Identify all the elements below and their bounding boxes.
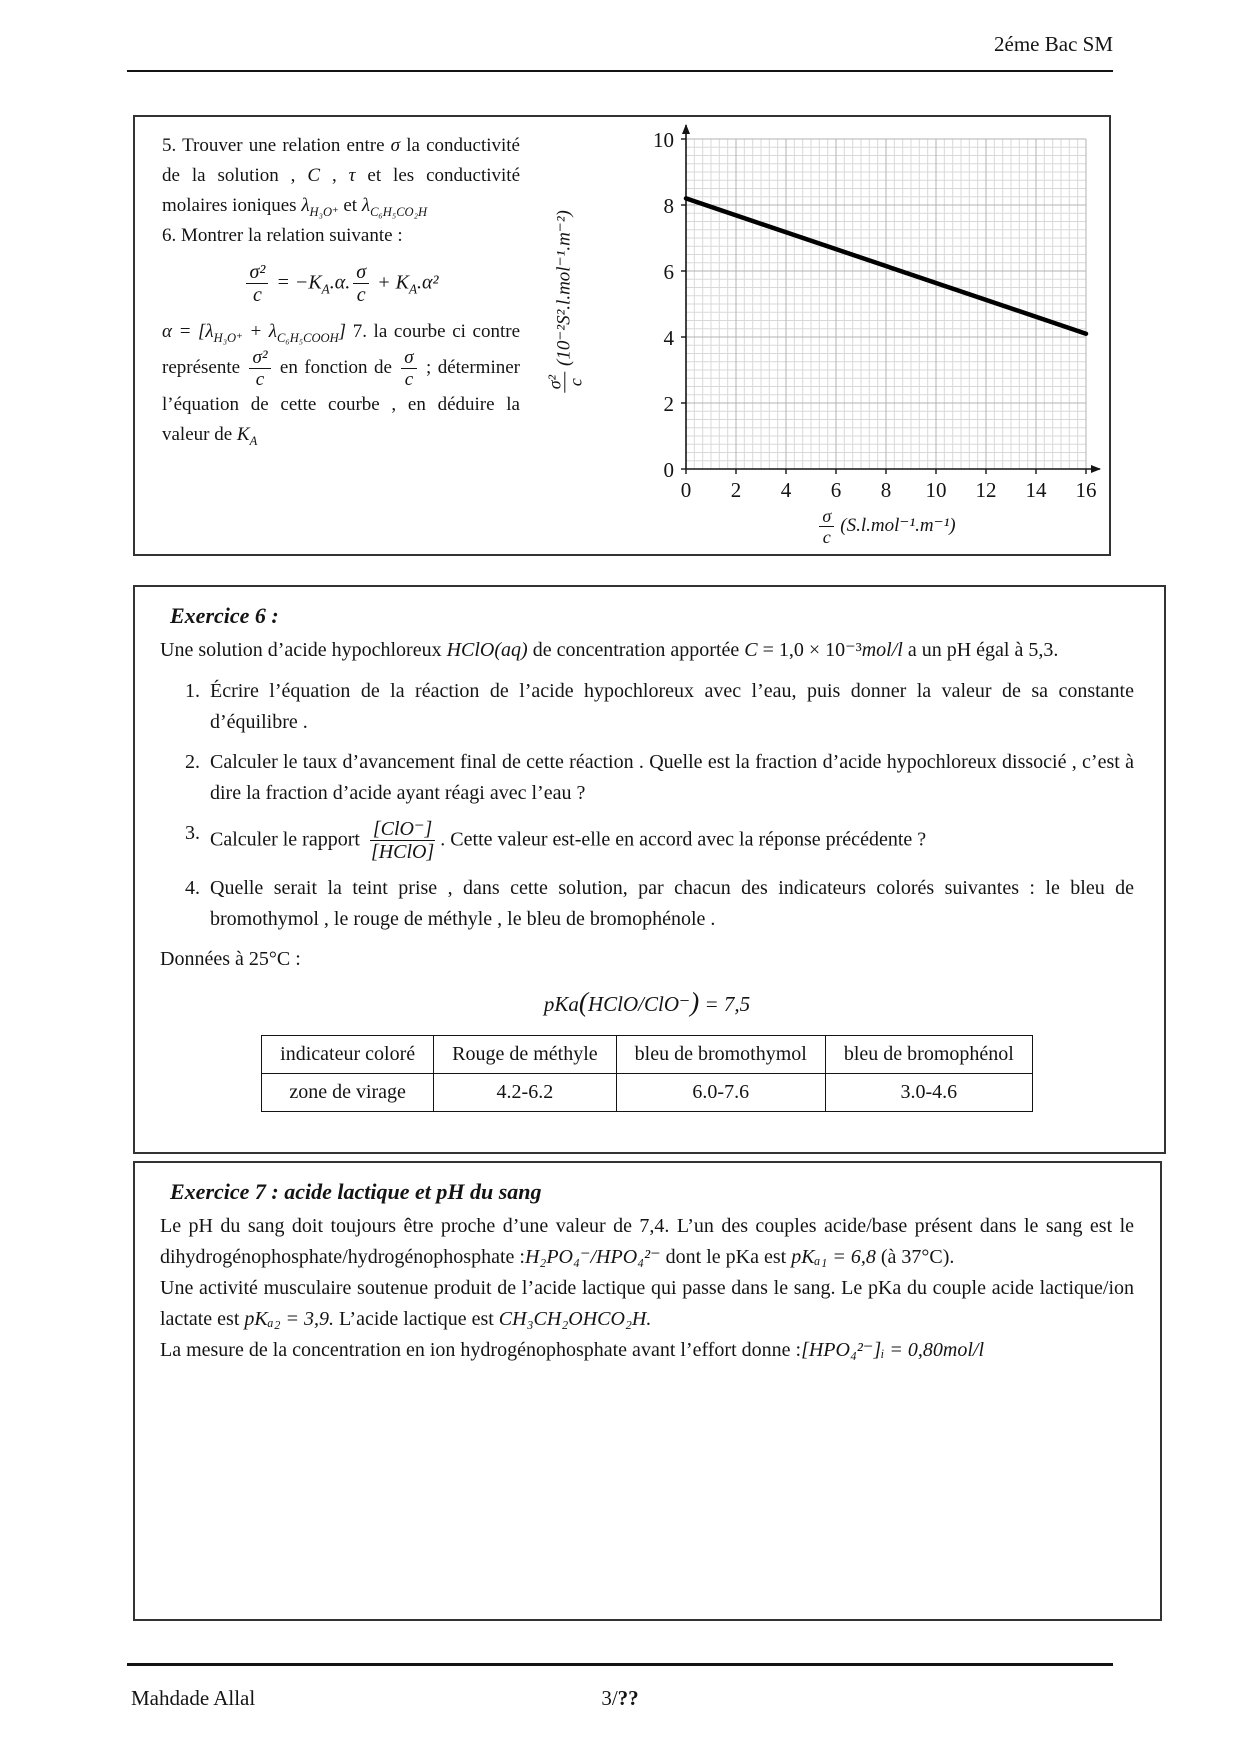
fraction-denominator: c — [404, 369, 414, 391]
svg-text:8: 8 — [880, 478, 892, 502]
text-run: L’acide lactique est — [334, 1308, 499, 1330]
svg-text:4: 4 — [663, 326, 674, 350]
list-item-number: 2. — [185, 751, 200, 773]
math-sigma: σ — [390, 135, 401, 156]
item-5-paragraph — [162, 131, 520, 221]
fraction-numerator: σ — [353, 261, 369, 284]
table-cell: 3.0-4.6 — [825, 1074, 1032, 1112]
header-rule — [127, 70, 1113, 72]
svg-text:6: 6 — [663, 260, 674, 284]
list-item-text — [210, 818, 1134, 864]
math-lambda: λ — [361, 195, 371, 217]
math-unit: mol/l — [861, 639, 903, 661]
exercise-7-paragraph-2 — [160, 1273, 1134, 1335]
math-pka1: pKₐ₁ = 6,8 — [791, 1246, 876, 1268]
math-subscript: H₃O⁺ — [309, 204, 339, 219]
math-subscript: C₆H₅COOH — [277, 330, 339, 345]
list-item-text: Quelle serait la teint prise , dans cette solution, par chacun des indicateurs colorés suivantes : le bleu de bromothymol , le rouge de méthyle , le bleu de bromophénole . — [210, 876, 1134, 930]
math-phosphate-couple: H₂PO₄⁻/HPO₄²⁻ — [524, 1246, 661, 1268]
math-subscript: A — [321, 281, 330, 297]
table-cell: 6.0-7.6 — [616, 1074, 825, 1112]
svg-text:6: 6 — [830, 478, 842, 502]
text-run: Le pH du sang doit toujours être proche d’une valeur de 7,4. L’un des couples acide/base présent dans le sang est le dihydrogénophosphate/hydrogénophosphate : — [160, 1215, 1134, 1268]
text-run: 7. la courbe ci contre représente — [162, 320, 520, 378]
y-axis-label — [544, 123, 585, 483]
open-paren: ( — [578, 986, 588, 1017]
svg-text:2: 2 — [730, 478, 742, 502]
pka-equation — [160, 981, 1134, 1023]
math-run: + λ — [242, 320, 278, 342]
text-run: dont le pKa est — [660, 1246, 792, 1268]
list-item — [168, 873, 1134, 935]
footer-page-number — [127, 1686, 1113, 1711]
math-run: .α. — [329, 271, 351, 294]
math-run: α = [λ — [162, 320, 214, 342]
math-run: + K — [372, 271, 409, 294]
conductivity-exercise-box — [133, 115, 1111, 556]
page-number-unknown: ?? — [617, 1686, 639, 1710]
exercise-6-intro — [160, 635, 1134, 666]
text-run: La mesure de la concentration en ion hydrogénophosphate avant l’effort donne : — [160, 1339, 802, 1361]
table-row — [262, 1074, 1033, 1112]
list-item-text: Écrire l’équation de la réaction de l’acide hypochloreux avec l’eau, puis donner la valeur de sa constante d’équilibre . — [210, 680, 1134, 733]
data-at-25C-label: Données à 25°C : — [160, 947, 301, 970]
relation-equation — [162, 261, 520, 307]
svg-text:2: 2 — [663, 392, 674, 416]
svg-text:14: 14 — [1025, 478, 1047, 502]
math-tau: τ — [348, 165, 356, 187]
math-fraction — [246, 261, 268, 307]
text-run: , — [320, 165, 349, 187]
math-run: HClO/ClO⁻ — [587, 991, 691, 1016]
conductivity-questions-column — [162, 131, 520, 450]
list-item-number: 1. — [185, 680, 200, 702]
exercise-6-question-list — [168, 676, 1134, 935]
fraction-denominator: c — [822, 527, 831, 548]
text-run: et — [338, 195, 362, 217]
fraction-denominator: c — [252, 284, 262, 307]
svg-text:12: 12 — [975, 478, 997, 502]
text-run: en fonction de — [273, 356, 399, 378]
fraction-numerator: σ² — [249, 347, 270, 369]
exercise-7-box — [133, 1161, 1162, 1621]
indicator-table — [261, 1035, 1033, 1112]
footer — [127, 1686, 1113, 1711]
x-axis-units: (S.l.mol⁻¹.m⁻¹) — [840, 515, 956, 537]
exercise-6-title: Exercice 6 : — [170, 603, 279, 628]
text-run: . Cette valeur est-elle en accord avec la réponse précédente ? — [440, 828, 927, 851]
math-subscript: C₆H₅CO₂H — [370, 204, 428, 219]
exercise-7-paragraph-3 — [160, 1335, 1134, 1366]
math-run: ] — [338, 320, 347, 342]
math-subscript: A — [408, 281, 418, 297]
exercise-7-title: Exercice 7 : acide lactique et pH du sang — [170, 1179, 542, 1204]
footer-rule — [127, 1663, 1113, 1666]
math-hydrogenophosphate-concentration: [HPO₄²⁻]ᵢ = 0,80mol/l — [801, 1339, 985, 1361]
math-lambda: λ — [301, 195, 310, 217]
svg-text:0: 0 — [663, 458, 674, 482]
list-item — [168, 676, 1134, 738]
fraction-numerator: [ClO⁻] — [370, 818, 435, 841]
x-axis-label — [686, 506, 1086, 547]
text-run: 5. Trouver une relation entre — [162, 135, 391, 156]
table-header-cell: Rouge de méthyle — [434, 1036, 617, 1074]
text-run: de concentration apportée — [527, 639, 745, 661]
text-run: ; déterminer l’équation de cette courbe , en déduire la valeur de — [162, 356, 521, 446]
fraction-denominator: c — [565, 378, 586, 387]
footer-author: Mahdade Allal — [131, 1686, 256, 1710]
list-item-number: 3. — [185, 822, 200, 844]
item-7-paragraph — [162, 317, 520, 451]
text-run: = 1,0 × 10⁻³ — [757, 639, 862, 661]
svg-text:10: 10 — [925, 478, 947, 502]
math-run: = −K — [271, 271, 322, 294]
math-HClO: HClO(aq) — [446, 639, 528, 661]
math-pka2: pKₐ₂ = 3,9. — [244, 1308, 335, 1330]
header-course-label: 2éme Bac SM — [994, 32, 1113, 56]
svg-text:0: 0 — [680, 478, 692, 502]
exercise-6-body — [160, 635, 1134, 1112]
exercise-7-body — [160, 1211, 1134, 1366]
table-cell: zone de virage — [262, 1074, 434, 1112]
list-item — [168, 747, 1134, 809]
math-C: C — [307, 165, 321, 187]
table-header-cell: indicateur coloré — [262, 1036, 434, 1074]
math-run: = 7,5 — [699, 991, 751, 1016]
table-header-cell: bleu de bromophénol — [825, 1036, 1032, 1074]
fraction-denominator: c — [356, 284, 366, 307]
math-fraction — [544, 372, 585, 392]
math-fraction — [819, 506, 834, 547]
close-paren: ) — [690, 986, 700, 1017]
math-fraction — [368, 818, 437, 864]
text-run: Une activité musculaire soutenue produit de l’acide lactique qui passe dans le sang. Le pKa du couple acide lactique/ion lactate est — [160, 1277, 1134, 1330]
text-run: et les conductivité molaires ioniques — [162, 165, 521, 217]
text-run: (à 37°C). — [875, 1246, 955, 1268]
math-subscript: A — [249, 434, 258, 449]
fraction-numerator: σ² — [246, 261, 268, 284]
text-run: Calculer le rapport — [210, 828, 365, 851]
svg-text:16: 16 — [1075, 478, 1097, 502]
item-6-paragraph: 6. Montrer la relation suivante : — [162, 225, 403, 247]
math-lactic-acid-formula: CH₃CH₂OHCO₂H. — [498, 1308, 652, 1330]
text-run: la conductivité de la solution , — [162, 135, 520, 187]
fraction-numerator: σ — [819, 506, 834, 527]
table-header-row — [262, 1036, 1033, 1074]
list-item-number: 4. — [185, 876, 200, 899]
text-run: a un pH égal à 5,3. — [902, 639, 1059, 661]
conductivity-line-chart — [631, 121, 1105, 506]
table-cell: 4.2-6.2 — [434, 1074, 617, 1112]
math-fraction — [249, 347, 270, 391]
svg-text:8: 8 — [663, 194, 674, 218]
math-run: pKa — [543, 991, 579, 1016]
list-item — [168, 818, 1134, 864]
svg-text:4: 4 — [780, 478, 792, 502]
math-fraction — [353, 261, 369, 307]
math-subscript: H₃O⁺ — [213, 330, 243, 345]
fraction-numerator: σ — [401, 347, 416, 369]
svg-text:10: 10 — [653, 128, 674, 152]
exercise-6-box — [133, 585, 1166, 1154]
y-axis-units: (10⁻²S².l.mol⁻¹.m⁻²) — [553, 210, 575, 366]
fraction-numerator: σ² — [544, 372, 565, 392]
page-number-prefix: 3/ — [601, 1686, 618, 1710]
math-fraction — [401, 347, 416, 391]
exercise-7-paragraph-1 — [160, 1211, 1134, 1273]
list-item-text: Calculer le taux d’avancement final de cette réaction . Quelle est la fraction d’acide hypochloreux dissocié , c’est à dire la fraction d’acide ayant réagi avec l’eau ? — [210, 751, 1134, 804]
math-C: C — [744, 639, 758, 661]
math-run: .α² — [417, 271, 439, 294]
math-K: K — [236, 424, 250, 446]
text-run: Une solution d’acide hypochloreux — [160, 639, 447, 661]
fraction-denominator: [HClO] — [370, 841, 435, 864]
chart-area — [527, 121, 1105, 551]
fraction-denominator: c — [255, 369, 265, 391]
table-header-cell: bleu de bromothymol — [616, 1036, 825, 1074]
